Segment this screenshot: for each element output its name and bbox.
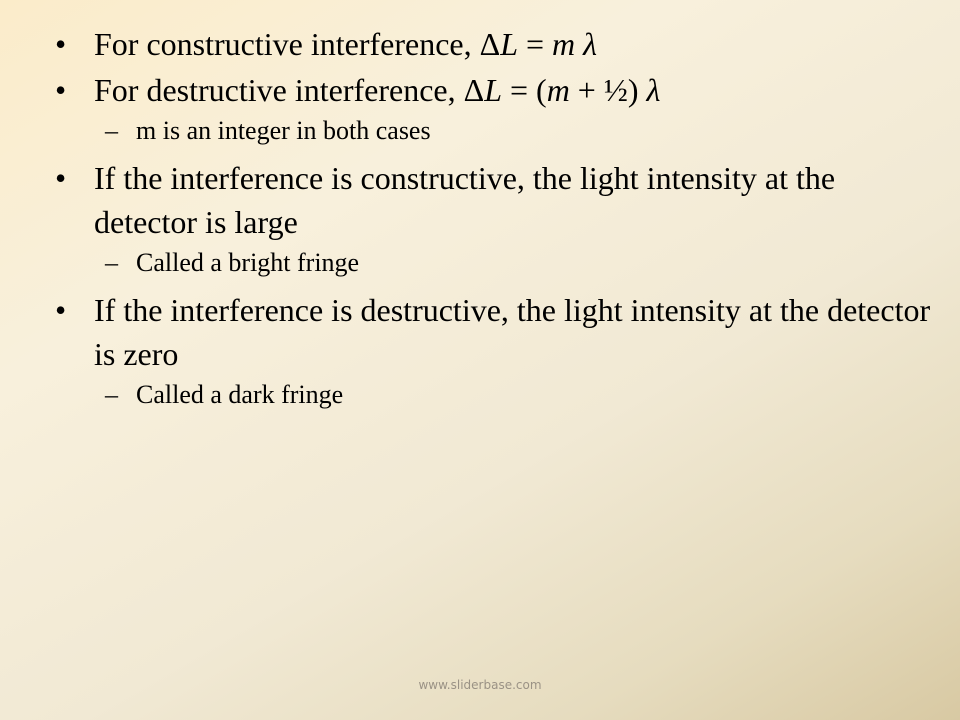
sub-bullet-text: Called a bright fringe bbox=[136, 248, 360, 277]
formula-delta: Δ bbox=[463, 72, 485, 108]
bullet-text: If the interference is destructive, the light intensity at the detector is zero bbox=[94, 292, 931, 372]
formula-L: L bbox=[484, 72, 502, 108]
bullet-marker: • bbox=[55, 292, 67, 328]
bullet-marker: • bbox=[55, 72, 67, 108]
sub-bullet-integer-note bbox=[55, 114, 935, 148]
sub-bullet-text: Called a dark fringe bbox=[136, 380, 344, 409]
sub-bullet-dark-fringe bbox=[55, 378, 935, 412]
sub-bullet-bright-fringe bbox=[55, 246, 935, 280]
formula-rest bbox=[575, 26, 583, 62]
formula-m: m bbox=[546, 72, 570, 108]
footer-watermark: www.sliderbase.com bbox=[418, 678, 542, 692]
formula-equals: = ( bbox=[501, 72, 547, 108]
sub-bullet-marker: – bbox=[105, 380, 118, 409]
formula-lambda: λ bbox=[646, 72, 661, 108]
bullet-constructive-intensity bbox=[55, 156, 935, 244]
formula-equals: = bbox=[517, 26, 553, 62]
sub-bullet-marker: – bbox=[105, 248, 118, 277]
bullet-marker: • bbox=[55, 26, 67, 62]
bullet-destructive-condition bbox=[55, 68, 935, 112]
formula-lambda: λ bbox=[583, 26, 597, 62]
formula-L: L bbox=[500, 26, 518, 62]
bullet-text: For constructive interference, bbox=[94, 26, 480, 62]
bullet-constructive-condition bbox=[55, 22, 935, 66]
formula-rest: + ½) bbox=[569, 72, 647, 108]
bullet-destructive-intensity bbox=[55, 288, 935, 376]
formula-m: m bbox=[552, 26, 576, 62]
sub-bullet-marker: – bbox=[105, 116, 118, 145]
bullet-text: If the interference is constructive, the light intensity at the detector is large bbox=[94, 160, 836, 240]
bullet-marker: • bbox=[55, 160, 67, 196]
formula-delta: Δ bbox=[479, 26, 501, 62]
bullet-text: For destructive interference, bbox=[94, 72, 464, 108]
slide-content bbox=[55, 22, 935, 420]
sub-bullet-text: m is an integer in both cases bbox=[136, 116, 431, 145]
